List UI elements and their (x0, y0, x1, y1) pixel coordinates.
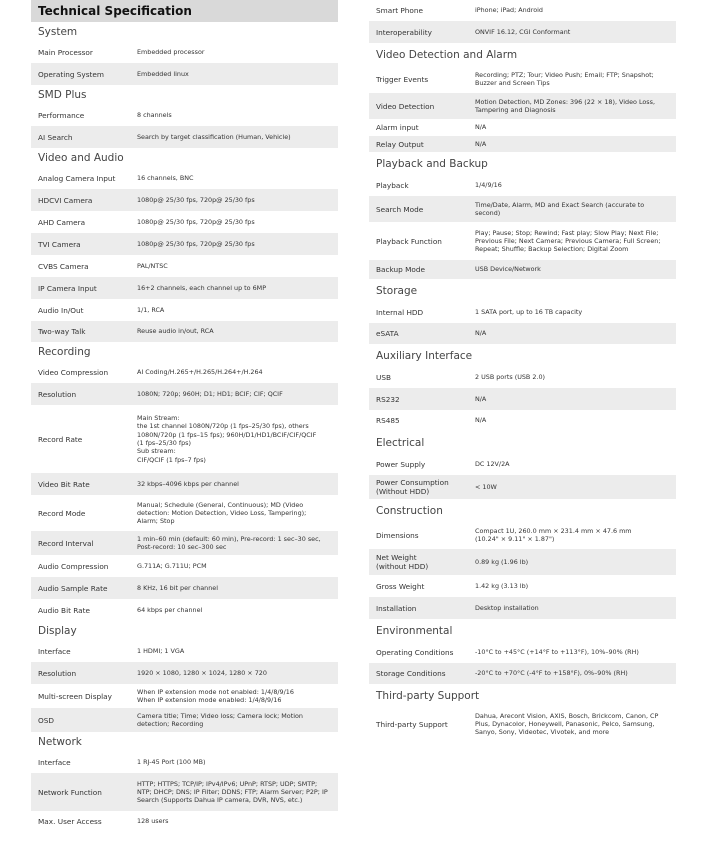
spec-row (31, 233, 338, 255)
spec-value: Manual; Schedule (General, Continuous); MD (Video detection: Motion Detection, Video Loss, Tampering); Alarm; Stop (137, 500, 307, 526)
spec-label: Internal HDD (376, 307, 424, 317)
spec-label: IP Camera Input (38, 283, 97, 293)
spec-label: Record Interval (38, 538, 94, 548)
spec-label: Two-way Talk (38, 327, 86, 336)
spec-row (369, 0, 676, 21)
spec-label: Playback Function (376, 236, 442, 246)
spec-value: Main Stream: the 1st channel 1080N/720p (1 fps–25/30 fps), others 1080N/720p (1 fps–15 fps); 960H/D1/HD1/BCIF/CIF/QCIF (1 fps–25/30 fps) Sub stream: CIF/QCIF (1 fps–7 fps) (137, 414, 317, 464)
spec-label: Gross Weight (376, 581, 425, 591)
spec-label: Installation (376, 603, 417, 613)
spec-label: AI Search (38, 132, 73, 142)
spec-value: 128 users (137, 816, 169, 825)
spec-value: 8 channels (137, 110, 172, 119)
spec-value: N/A (475, 329, 487, 338)
spec-value: Desktop installation (475, 603, 539, 612)
spec-label: eSATA (376, 329, 399, 338)
spec-row (369, 366, 676, 388)
spec-value: -20°C to +70°C (-4°F to +158°F), 0%–90% (RH) (475, 669, 628, 678)
spec-label: Power Supply (376, 459, 426, 469)
spec-row (31, 299, 338, 321)
spec-row (31, 495, 338, 531)
spec-row (31, 321, 338, 342)
spec-value: 16+2 channels, each channel up to 6MP (137, 283, 267, 292)
spec-value: 0.89 kg (1.96 lb) (475, 557, 529, 566)
spec-label: HDCVI Camera (38, 195, 93, 205)
spec-row (31, 126, 338, 148)
spec-value: Compact 1U, 260.0 mm × 231.4 mm × 47.6 mm (10.24" × 9.11" × 1.87") (475, 526, 632, 543)
spec-label: Video Compression (38, 367, 109, 377)
spec-label: Backup Mode (376, 265, 425, 274)
section-title: Environmental (376, 625, 453, 637)
spec-row (369, 222, 676, 260)
spec-value: G.711A; G.711U; PCM (137, 561, 207, 570)
spec-value: 1920 × 1080, 1280 × 1024, 1280 × 720 (137, 668, 267, 677)
section-title: Video and Audio (38, 152, 124, 164)
spec-value: ONVIF 16.12, CGI Conformant (475, 27, 571, 36)
spec-value: 1 RJ-45 Port (100 MB) (137, 757, 206, 766)
spec-label: Resolution (38, 668, 77, 678)
spec-label: Power Consumption (Without HDD) (376, 478, 449, 496)
spec-label: Audio In/Out (38, 305, 84, 315)
spec-row (369, 93, 676, 119)
spec-label: Alarm input (376, 123, 419, 132)
spec-label: Playback (376, 180, 409, 190)
spec-label: Main Processor (38, 47, 93, 57)
spec-row (369, 260, 676, 279)
sheet-title: Technical Specification (31, 0, 338, 22)
section-title: Display (38, 625, 77, 637)
spec-value: N/A (475, 394, 487, 403)
spec-value: Camera title; Time; Video loss; Camera lock; Motion detection; Recording (137, 711, 303, 728)
spec-value: HTTP; HTTPS; TCP/IP; IPv4/IPv6; UPnP; RTSP; UDP; SMTP; NTP; DHCP; DNS; IP Filter; DDNS; FTP; Alarm Server; P2P; IP Search (Supports Dahua IP camera, DVR, NVS, etc.) (137, 779, 328, 805)
spec-label: Audio Bit Rate (38, 605, 91, 615)
section-title: Playback and Backup (376, 158, 488, 170)
spec-value: 1080p@ 25/30 fps, 720p@ 25/30 fps (137, 239, 255, 248)
spec-value: 1/4/9/16 (475, 180, 502, 189)
spec-row (31, 41, 338, 63)
spec-row (369, 521, 676, 549)
spec-value: Play; Pause; Stop; Rewind; Fast play; Slow Play; Next File; Previous File; Next Camera; Previous Camera; Full Screen; Repeat; Shuffle; Backup Selection; Digital Zoom (475, 228, 661, 254)
spec-value: When IP extension mode not enabled: 1/4/8/9/16 When IP extension mode enabled: 1/4/8/9/16 (137, 687, 294, 704)
spec-row (31, 63, 338, 85)
spec-value: 32 kbps–4096 kbps per channel (137, 479, 239, 488)
spec-label: Storage Conditions (376, 669, 446, 678)
spec-label: Net Weight (without HDD) (376, 553, 429, 571)
spec-value: 1 HDMI; 1 VGA (137, 646, 185, 655)
spec-row (31, 662, 338, 684)
spec-label: Third-party Support (376, 719, 448, 729)
spec-row (31, 405, 338, 473)
spec-value: N/A (475, 416, 487, 425)
spec-label: Resolution (38, 389, 77, 399)
spec-value: -10°C to +45°C (+14°F to +113°F), 10%–90% (RH) (475, 647, 639, 656)
spec-label: Multi-screen Display (38, 691, 112, 701)
spec-row (31, 473, 338, 495)
spec-label: Operating Conditions (376, 647, 454, 657)
spec-row (31, 361, 338, 383)
spec-label: Audio Sample Rate (38, 583, 108, 593)
spec-label: Relay Output (376, 139, 424, 149)
spec-row (369, 136, 676, 152)
spec-value: AI Coding/H.265+/H.265/H.264+/H.264 (137, 367, 263, 376)
spec-row (31, 277, 338, 299)
spec-label: Search Mode (376, 204, 424, 214)
spec-label: Dimensions (376, 530, 419, 540)
section-title: SMD Plus (38, 89, 87, 101)
spec-row (31, 751, 338, 773)
spec-value: Motion Detection, MD Zones: 396 (22 × 18), Video Loss, Tampering and Diagnosis (475, 97, 655, 114)
spec-label: Interface (38, 646, 71, 656)
spec-value: 1 min–60 min (default: 60 min), Pre-record: 1 sec–30 sec, Post-record: 10 sec–300 sec (137, 534, 321, 551)
spec-row (369, 575, 676, 597)
spec-value: Dahua, Arecont Vision, AXIS, Bosch, Brickcom, Canon, CP Plus, Dynacolor, Honeywell, Panasonic, Pelco, Samsung, Sanyo, Sony, Videotec, Vivotek, and more (475, 711, 659, 737)
spec-label: Operating System (38, 69, 105, 79)
spec-value: 1.42 kg (3.13 lb) (475, 581, 529, 590)
spec-row (369, 301, 676, 323)
spec-label: Network Function (38, 787, 102, 797)
spec-value: Embedded linux (137, 69, 189, 78)
spec-row (369, 410, 676, 431)
section-title: Electrical (376, 437, 425, 449)
spec-label: Smart Phone (376, 6, 423, 15)
spec-row (369, 196, 676, 222)
spec-value: N/A (475, 123, 487, 132)
spec-label: Interoperability (376, 27, 432, 37)
spec-label: Video Bit Rate (38, 479, 90, 489)
section-title: Construction (376, 505, 443, 517)
spec-row (369, 706, 676, 742)
spec-value: Search by target classification (Human, Vehicle) (137, 132, 291, 141)
spec-label: RS232 (376, 394, 400, 404)
spec-value: 64 kbps per channel (137, 605, 203, 614)
spec-row (369, 119, 676, 136)
spec-value: USB Device/Network (475, 265, 541, 274)
spec-row (31, 255, 338, 277)
spec-row (31, 708, 338, 732)
spec-label: Interface (38, 757, 71, 767)
spec-value: DC 12V/2A (475, 459, 510, 468)
spec-label: Record Rate (38, 434, 83, 444)
spec-row (31, 211, 338, 233)
spec-row (31, 555, 338, 577)
spec-value: 1080p@ 25/30 fps, 720p@ 25/30 fps (137, 195, 255, 204)
spec-value: N/A (475, 139, 487, 148)
spec-value: 2 USB ports (USB 2.0) (475, 372, 546, 381)
spec-column-left (31, 0, 338, 831)
spec-value: PAL/NTSC (137, 261, 168, 270)
section-title: Storage (376, 285, 418, 297)
spec-value: Embedded processor (137, 47, 205, 56)
spec-value: 1/1, RCA (137, 305, 165, 314)
section-title: Network (38, 736, 82, 748)
spec-value: Recording; PTZ; Tour; Video Push; Email; FTP; Snapshot; Buzzer and Screen Tips (475, 70, 654, 87)
section-title: System (38, 26, 78, 38)
spec-label: Audio Compression (38, 561, 109, 571)
spec-row (31, 640, 338, 662)
spec-row (369, 549, 676, 575)
spec-value: 1080N; 720p; 960H; D1; HD1; BCIF; CIF; QCIF (137, 389, 283, 398)
spec-label: Trigger Events (376, 74, 429, 84)
spec-value: Reuse audio in/out, RCA (137, 327, 214, 336)
spec-label: CVBS Camera (38, 261, 89, 271)
section-title: Recording (38, 346, 91, 358)
section-title: Third-party Support (376, 690, 480, 702)
spec-row (369, 388, 676, 410)
spec-value: < 10W (475, 482, 497, 491)
spec-value: iPhone; iPad; Android (475, 6, 543, 15)
spec-value: 16 channels, BNC (137, 173, 194, 182)
spec-row (31, 167, 338, 189)
spec-row (31, 189, 338, 211)
spec-row (369, 453, 676, 475)
spec-row (31, 811, 338, 831)
spec-value: 1 SATA port, up to 16 TB capacity (475, 307, 583, 316)
spec-row (369, 65, 676, 93)
spec-value: 8 KHz, 16 bit per channel (137, 583, 218, 592)
spec-row (31, 383, 338, 405)
spec-row (31, 104, 338, 126)
spec-label: OSD (38, 715, 54, 725)
spec-row (31, 577, 338, 599)
spec-row (369, 663, 676, 684)
spec-label: Max. User Access (38, 816, 102, 826)
spec-value: Time/Date, Alarm, MD and Exact Search (accurate to second) (475, 200, 645, 217)
spec-row (369, 21, 676, 43)
spec-label: Record Mode (38, 508, 86, 518)
spec-label: Performance (38, 110, 85, 120)
spec-label: AHD Camera (38, 217, 86, 227)
spec-row (369, 475, 676, 499)
spec-label: Video Detection (376, 101, 435, 111)
spec-row (31, 599, 338, 621)
spec-row (369, 174, 676, 196)
spec-row (31, 531, 338, 555)
spec-row (31, 684, 338, 708)
spec-row (369, 641, 676, 663)
section-title: Auxiliary Interface (376, 350, 473, 362)
spec-value: 1080p@ 25/30 fps, 720p@ 25/30 fps (137, 217, 255, 226)
spec-column-right (369, 0, 676, 742)
spec-row (369, 597, 676, 619)
spec-label: RS485 (376, 416, 400, 425)
spec-row (369, 323, 676, 344)
section-title: Video Detection and Alarm (376, 49, 518, 61)
spec-label: Analog Camera Input (38, 173, 116, 183)
spec-row (31, 773, 338, 811)
spec-label: USB (376, 372, 391, 382)
spec-label: TVI Camera (38, 239, 81, 249)
